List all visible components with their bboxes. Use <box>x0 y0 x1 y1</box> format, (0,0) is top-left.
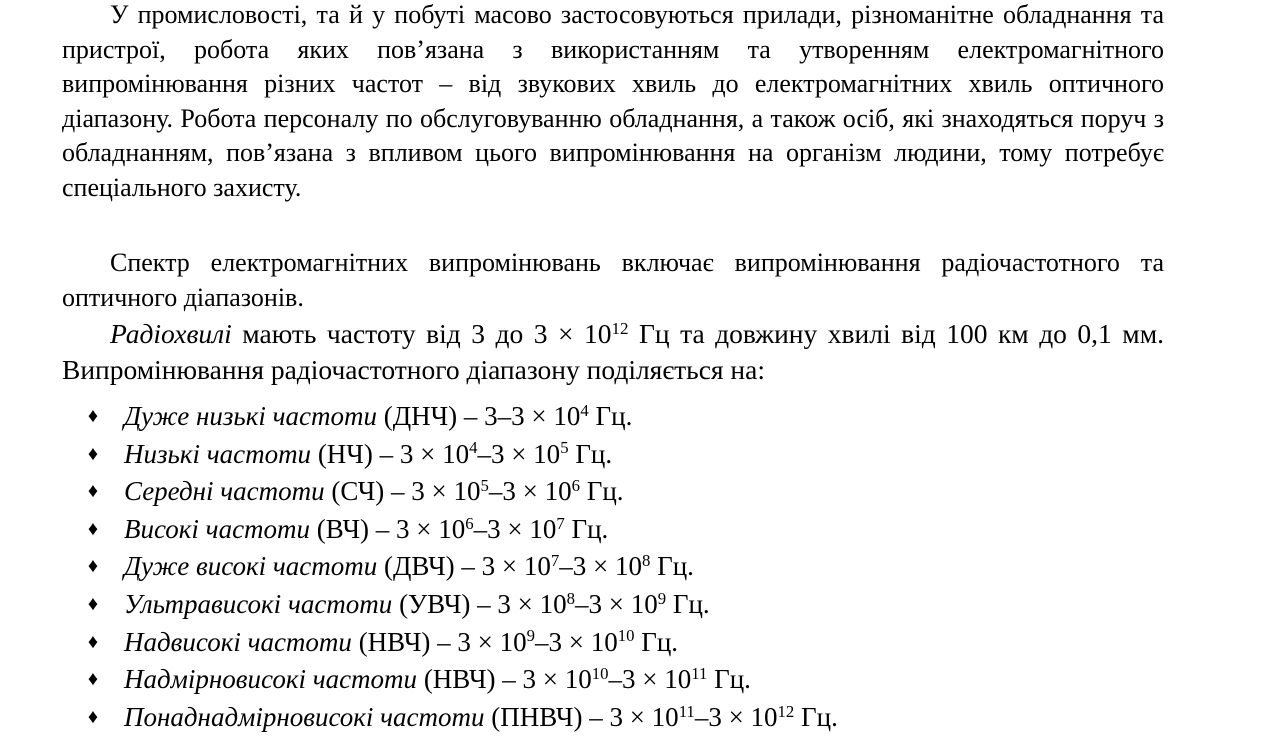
band-abbr: (СЧ) – 3 × 10 <box>324 476 481 507</box>
band-unit: Гц. <box>564 513 609 544</box>
band-abbr: (ДНЧ) – 3–3 × 10 <box>376 401 581 431</box>
band-exp-2: 8 <box>641 551 651 571</box>
paragraph-radio-waves <box>62 316 1164 388</box>
band-mid: –3 × 10 <box>488 476 572 507</box>
paragraph-intro: У промисловості, та й у побуті масово застосовуються прилади, різноманітне обладнання та пристрої, робота яких пов’язана з використанням та утворенням електромагнітного випромінювання різних частот – від звукових хвиль до електромагнітних хвиль оптичного діапазону. Робота персоналу по обслуговуванню обладнання, а також осіб, які знаходяться поруч з обладнанням, пов’язана з впливом цього випромінювання на організм людини, тому потребує спеціального захисту. <box>62 0 1164 202</box>
radio-text-a: мають частоту від 3 до 3 × 10 <box>231 318 612 349</box>
band-exp-2: 10 <box>617 626 635 646</box>
band-abbr: (ДВЧ) – 3 × 10 <box>377 551 551 582</box>
term-radio-waves: Радіохвилі <box>110 318 232 349</box>
band-mid: –3 × 10 <box>477 438 561 469</box>
bullet-icon: ♦ <box>87 442 99 465</box>
band-exp-1: 4 <box>580 400 589 420</box>
band-unit: Гц. <box>650 551 694 582</box>
band-term: Понаднадмірновисокі частоти <box>124 701 485 732</box>
band-unit: Гц. <box>579 476 624 507</box>
band-term: Надмірновисокі частоти <box>124 664 418 695</box>
bullet-icon: ♦ <box>87 705 99 728</box>
band-mid: –3 × 10 <box>534 626 618 657</box>
list-item <box>62 624 1212 662</box>
band-exp-2: 9 <box>657 588 667 608</box>
band-term: Середні частоти <box>124 476 325 507</box>
band-abbr: (ПНВЧ) – 3 × 10 <box>484 701 679 732</box>
band-exp-2: 12 <box>777 701 795 721</box>
list-item <box>62 473 1212 511</box>
list-item <box>62 548 1212 586</box>
band-exp-1: 6 <box>465 513 474 533</box>
band-mid: –3 × 10 <box>608 664 692 695</box>
radio-exponent: 12 <box>611 318 629 338</box>
list-item <box>62 511 1212 549</box>
band-mid: –3 × 10 <box>574 588 658 619</box>
band-unit: Гц. <box>588 401 633 431</box>
band-exp-1: 4 <box>469 438 478 458</box>
bullet-icon: ♦ <box>87 480 99 503</box>
list-item <box>62 699 1212 737</box>
frequency-band-list <box>62 398 1212 736</box>
band-unit: Гц. <box>568 438 613 469</box>
band-term: Низькі частоти <box>124 438 312 469</box>
band-exp-2: 6 <box>571 475 580 495</box>
band-abbr: (НЧ) – 3 × 10 <box>311 438 470 469</box>
band-exp-1: 8 <box>566 588 575 608</box>
band-term: Високі частоти <box>124 513 311 544</box>
band-exp-1: 10 <box>591 663 609 683</box>
band-abbr: (ВЧ) – 3 × 10 <box>310 513 466 544</box>
band-exp-1: 5 <box>480 475 489 495</box>
band-unit: Гц. <box>666 588 710 619</box>
bullet-icon: ♦ <box>87 592 99 615</box>
band-unit: Гц. <box>794 701 838 732</box>
band-exp-1: 7 <box>550 551 560 571</box>
radio-text-b: Гц та довжину хвилі від 100 км до 0,1 мм. Випромінювання радіочастотного діапазону поділяється на: <box>62 318 1164 385</box>
paragraph-spectrum: Спектр електромагнітних випромінювань включає випромінювання радіочастотного та оптичного діапазонів. <box>62 248 1164 312</box>
band-mid: –3 × 10 <box>694 701 778 732</box>
bullet-icon: ♦ <box>87 555 99 578</box>
list-item <box>62 586 1212 624</box>
bullet-icon: ♦ <box>87 405 99 427</box>
band-abbr: (НВЧ) – 3 × 10 <box>417 664 592 695</box>
band-unit: Гц. <box>707 664 751 695</box>
list-item <box>62 661 1212 699</box>
band-mid: –3 × 10 <box>559 551 642 582</box>
band-term: Ультрависокі частоти <box>124 588 393 619</box>
band-exp-2: 7 <box>556 513 565 533</box>
band-exp-1: 11 <box>678 701 695 721</box>
band-exp-1: 9 <box>526 626 535 646</box>
band-term: Дуже високі частоти <box>124 551 378 582</box>
band-unit: Гц. <box>634 626 679 657</box>
list-item <box>62 436 1212 474</box>
band-term: Надвисокі частоти <box>124 626 352 657</box>
band-term: Дуже низькі частоти <box>124 401 377 431</box>
bullet-icon: ♦ <box>87 517 99 540</box>
band-exp-2: 11 <box>691 663 708 683</box>
band-abbr: (УВЧ) – 3 × 10 <box>392 588 567 619</box>
list-item <box>62 398 1212 436</box>
band-mid: –3 × 10 <box>473 513 557 544</box>
bullet-icon: ♦ <box>87 668 99 691</box>
band-abbr: (НВЧ) – 3 × 10 <box>351 626 527 657</box>
bullet-icon: ♦ <box>87 630 99 653</box>
band-exp-2: 5 <box>560 438 569 458</box>
